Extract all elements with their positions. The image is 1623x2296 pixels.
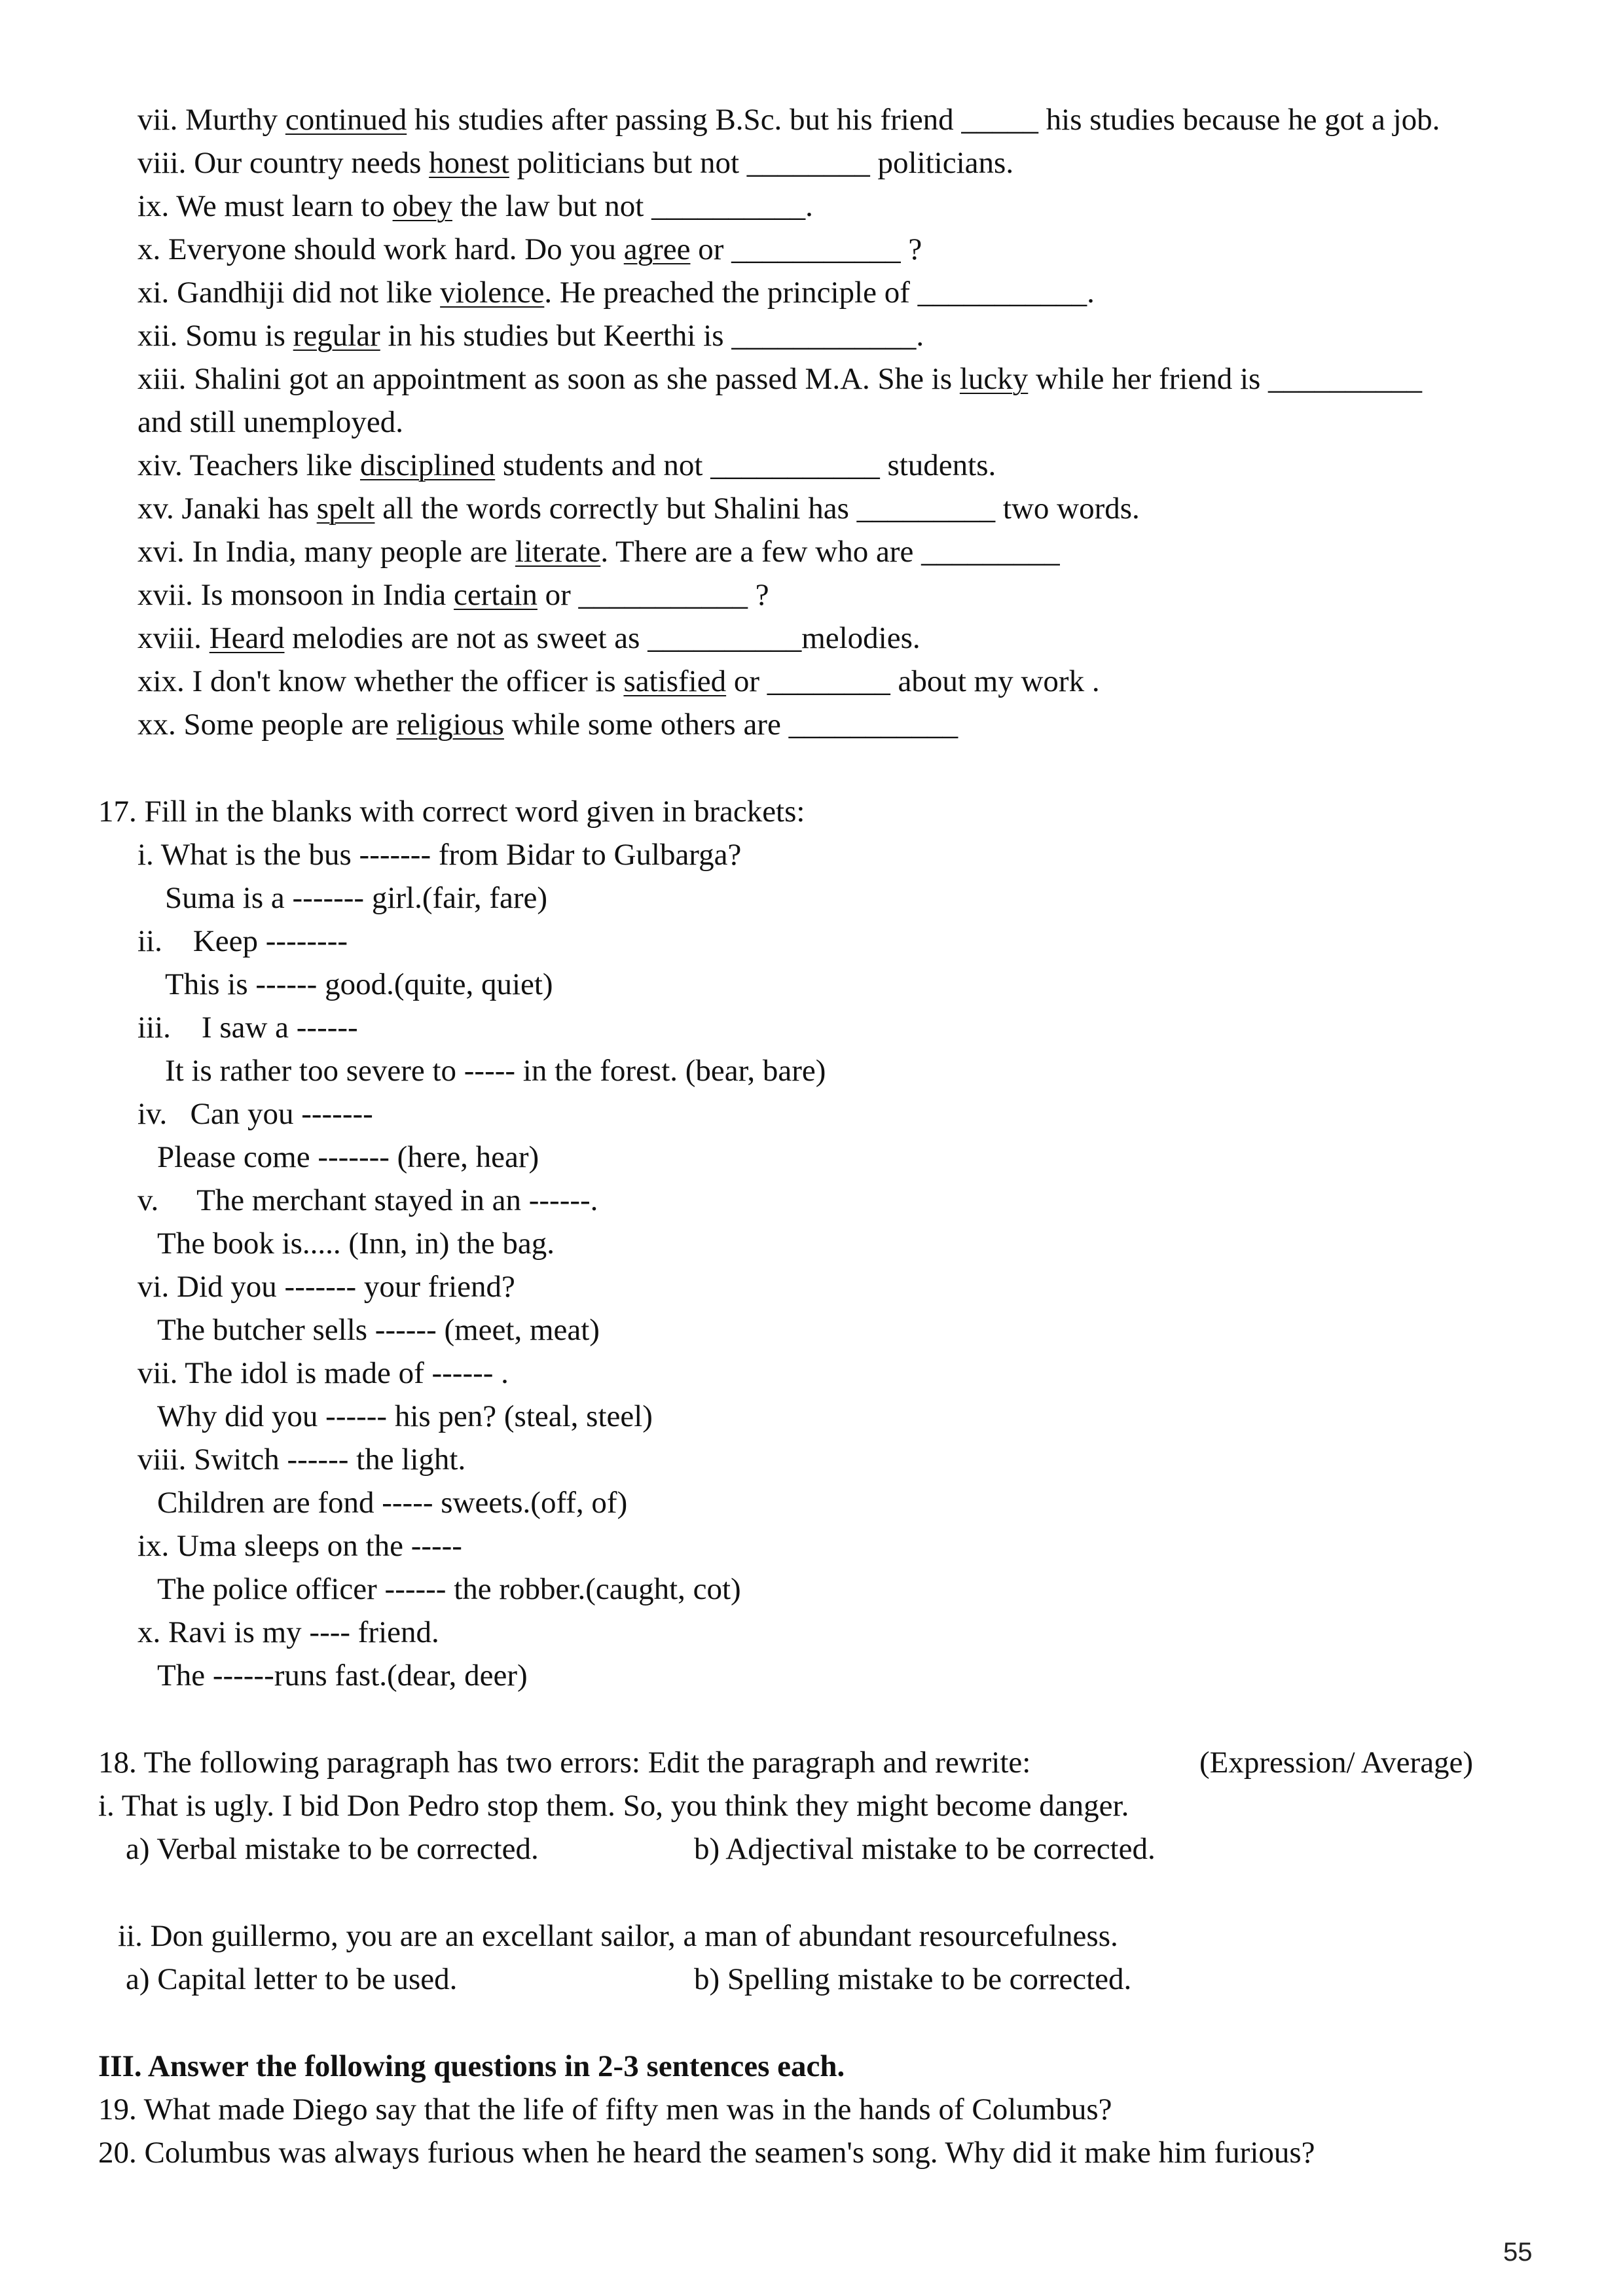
q17-line: Why did you ------ his pen? (steal, steel) xyxy=(157,1399,653,1433)
q18-p1-option-b: b) Adjectival mistake to be corrected. xyxy=(694,1832,1156,1866)
question-18-title: 18. The following paragraph has two errors: Edit the paragraph and rewrite: xyxy=(98,1746,1031,1780)
q18-p1-option-a: a) Verbal mistake to be corrected. xyxy=(126,1832,539,1866)
section-3-heading: III. Answer the following questions in 2-3 sentences each. xyxy=(98,2049,845,2083)
q18-p2-option-b: b) Spelling mistake to be corrected. xyxy=(694,1962,1132,1996)
q17-line: Suma is a ------- girl.(fair, fare) xyxy=(165,881,548,915)
item-xi: xi. Gandhiji did not like violence. He preached the principle of ___________. xyxy=(137,276,1095,310)
item-xiii: xiii. Shalini got an appointment as soon as she passed M.A. She is lucky while her friend is __________ xyxy=(137,362,1423,396)
page-number: 55 xyxy=(1503,2238,1533,2267)
q17-line: The ------runs fast.(dear, deer) xyxy=(157,1659,528,1693)
q17-line: vii. The idol is made of ------ . xyxy=(137,1356,509,1390)
item-ix: ix. We must learn to obey the law but not __________. xyxy=(137,189,813,223)
q17-line: x. Ravi is my ---- friend. xyxy=(137,1615,439,1649)
q18-paragraph-2: ii. Don guillermo, you are an excellant sailor, a man of abundant resourcefulness. xyxy=(118,1919,1118,1953)
q17-line: iv. Can you ------- xyxy=(137,1097,373,1131)
item-x: x. Everyone should work hard. Do you agree or ___________ ? xyxy=(137,232,922,266)
question-17-title: 17. Fill in the blanks with correct word given in brackets: xyxy=(98,795,805,829)
q17-line: The book is..... (Inn, in) the bag. xyxy=(157,1227,555,1261)
question-20: 20. Columbus was always furious when he heard the seamen's song. Why did it make him furious? xyxy=(98,2136,1315,2170)
item-viii: viii. Our country needs honest politicians but not ________ politicians. xyxy=(137,146,1014,180)
item-vii: vii. Murthy continued his studies after passing B.Sc. but his friend _____ his studies because he got a job. xyxy=(137,103,1440,137)
item-xvi: xvi. In India, many people are literate. There are a few who are _________ xyxy=(137,535,1060,569)
q17-line: The police officer ------ the robber.(caught, cot) xyxy=(157,1572,741,1606)
q17-line: ix. Uma sleeps on the ----- xyxy=(137,1529,462,1563)
q18-p2-option-a: a) Capital letter to be used. xyxy=(126,1962,458,1996)
q17-line: v. The merchant stayed in an ------. xyxy=(137,1183,598,1217)
item-xix: xix. I don't know whether the officer is satisfied or ________ about my work . xyxy=(137,664,1100,698)
q18-paragraph-1: i. That is ugly. I bid Don Pedro stop them. So, you think they might become danger. xyxy=(98,1789,1129,1823)
q17-line: iii. I saw a ------ xyxy=(137,1011,358,1045)
q17-line: vi. Did you ------- your friend? xyxy=(137,1270,515,1304)
q17-line: This is ------ good.(quite, quiet) xyxy=(165,967,553,1001)
item-xii: xii. Somu is regular in his studies but Keerthi is ____________. xyxy=(137,319,924,353)
q17-line: Children are fond ----- sweets.(off, of) xyxy=(157,1486,628,1520)
item-xv: xv. Janaki has spelt all the words correctly but Shalini has _________ two words. xyxy=(137,492,1140,526)
q17-line: It is rather too severe to ----- in the forest. (bear, bare) xyxy=(165,1054,826,1088)
q17-line: Please come ------- (here, hear) xyxy=(157,1140,539,1174)
question-18-tag: (Expression/ Average) xyxy=(1199,1746,1474,1780)
q17-line: i. What is the bus ------- from Bidar to Gulbarga? xyxy=(137,838,742,872)
item-xiv: xiv. Teachers like disciplined students and not ___________ students. xyxy=(137,448,996,482)
question-19: 19. What made Diego say that the life of fifty men was in the hands of Columbus? xyxy=(98,2092,1112,2126)
item-xviii: xviii. Heard melodies are not as sweet as __________melodies. xyxy=(137,621,921,655)
item-xx: xx. Some people are religious while some others are ___________ xyxy=(137,708,958,742)
q17-line: The butcher sells ------ (meet, meat) xyxy=(157,1313,600,1347)
item-xvii: xvii. Is monsoon in India certain or ___________ ? xyxy=(137,578,769,612)
q17-line: viii. Switch ------ the light. xyxy=(137,1443,466,1477)
item-xiii-continued: and still unemployed. xyxy=(137,405,403,439)
q17-line: ii. Keep -------- xyxy=(137,924,348,958)
